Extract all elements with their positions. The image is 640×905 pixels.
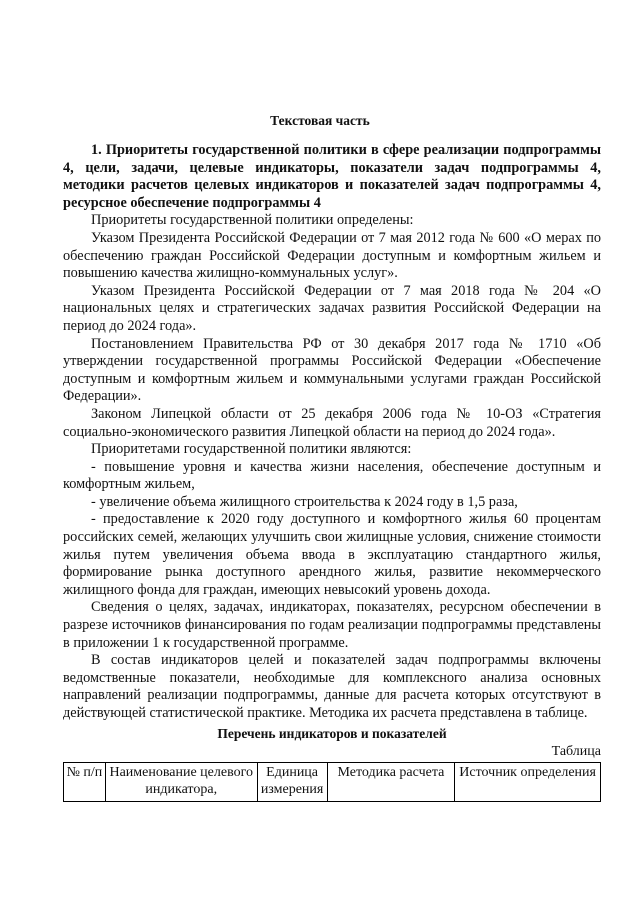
table-label: Таблица: [551, 744, 601, 760]
list-item: - увеличение объема жилищного строительства к 2024 году в 1,5 раза,: [91, 493, 518, 510]
paragraph: Указом Президента Российской Федерации от 7 мая 2012 года № 600 «О мерах по обеспечению граждан Российской Федерации доступным и комфортным жильем и повышению качества жилищно-коммунальных услуг».: [63, 229, 601, 282]
paragraph: Сведения о целях, задачах, индикаторах, показателях, ресурсном обеспечении в разрезе источников финансирования по годам реализации подпрограммы представлены в приложении 1 к государственной программе.: [63, 599, 601, 651]
paragraph: Указом Президента Российской Федерации от 7 мая 2018 года № 204 «О национальных целях и стратегических задачах развития Российской Федерации на период до 2024 года».: [63, 282, 601, 334]
paragraph: Приоритетами государственной политики являются:: [91, 441, 412, 458]
subprogram-heading: 1. Приоритеты государственной политики в сфере реализации подпрограммы 4, цели, задачи, целевые индикаторы, показатели задач подпрограммы 4, методики расчетов целевых индикаторов и показателей задач подпрограммы 4, ресурсное обеспечение подпрограммы 4: [63, 142, 601, 211]
table-header-indicator-name: Наименование целевого индикатора,: [105, 762, 257, 801]
list-item: - предоставление к 2020 году доступного и комфортного жилья 60 процентам российских семей, желающих улучшить свои жилищные условия, снижение стоимости жилья путем увеличения объема ввода в эксплуатацию стандартного жилья, формирование рынка доступного арендного жилья, развитие некоммерческого жилищного фонда для граждан, имеющих невысокий уровень дохода.: [63, 511, 601, 598]
list-item: - повышение уровня и качества жизни населения, обеспечение доступным и комфортным жильем,: [63, 458, 601, 493]
table-header-row: [64, 762, 601, 801]
indicators-list-title: Перечень индикаторов и показателей: [217, 725, 447, 741]
paragraph: Приоритеты государственной политики определены:: [91, 212, 414, 229]
paragraph: Законом Липецкой области от 25 декабря 2006 года № 10-ОЗ «Стратегия социально-экономического развития Липецкой области на период до 2024 года».: [63, 405, 601, 440]
paragraph: В состав индикаторов целей и показателей задач подпрограммы включены ведомственные показатели, необходимые для комплексного анализа основных направлений реализации подпрограммы, данные для расчета которых отсутствуют в действующей статистической практике. Методика их расчета представлена в таблице.: [63, 652, 601, 721]
table-header-number: № п/п: [64, 762, 106, 801]
table-header-source: Источник определения: [455, 762, 601, 801]
table-header-unit: Единица измерения: [257, 762, 327, 801]
table-header-method: Методика расчета: [327, 762, 455, 801]
document-body: [63, 142, 601, 802]
section-title: Текстовая часть: [270, 113, 370, 128]
indicators-table: [63, 762, 601, 802]
paragraph: Постановлением Правительства РФ от 30 декабря 2017 года № 1710 «Об утверждении государственной программы Российской Федерации «Обеспечение доступным и комфортным жильем и коммунальными услугами граждан Российской Федерации».: [63, 335, 601, 405]
